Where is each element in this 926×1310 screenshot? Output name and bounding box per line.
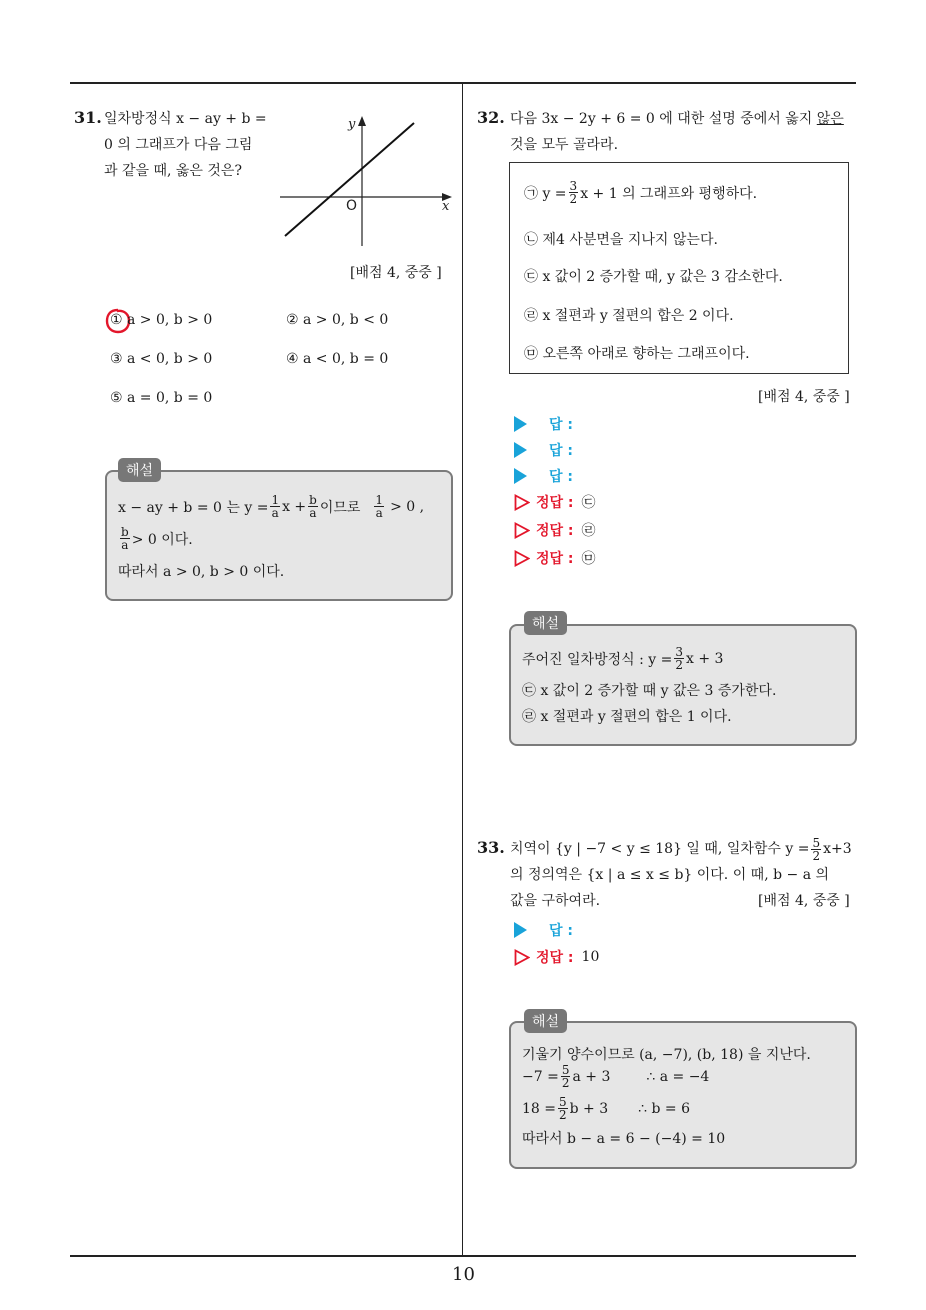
q32-stem-1a: 다음 3x − 2y + 6 = 0 에 대한 설명 중에서 옳지	[510, 111, 817, 127]
q31-sol-l1d: > 0 ,	[390, 498, 425, 515]
q31-choice-4[interactable]: ④ a < 0, b = 0	[286, 351, 389, 367]
q31-choice-5[interactable]: ⑤ a = 0, b = 0	[110, 390, 213, 406]
q31-sol-l1b: x +	[282, 498, 307, 515]
correct-label: 정답 :	[536, 495, 574, 511]
q31-choice-1[interactable]: ① a > 0, b > 0	[110, 312, 213, 328]
q31-choice-3[interactable]: ③ a < 0, b > 0	[110, 351, 213, 367]
q32-solution-tag: 해설	[524, 611, 567, 635]
q31-number: 31.	[74, 108, 102, 127]
q32-sol-l1-post: x + 3	[686, 650, 724, 667]
frac-den: 2	[675, 658, 683, 672]
page-number: 10	[452, 1264, 475, 1285]
q32-solution-line-2: ㉢ x 값이 2 증가할 때 y 값은 3 증가한다.	[522, 683, 777, 699]
q33-solution-line-1: 기울기 양수이므로 (a, −7), (b, 18) 을 지난다.	[522, 1047, 811, 1063]
q31-sol-l2: > 0 이다.	[131, 531, 193, 548]
q31-sol-frac-2	[308, 494, 318, 519]
q32-condition-2: ㉡ 제4 사분면을 지나지 않는다.	[524, 232, 718, 248]
q32-meta: [배점 4, 중중 ]	[758, 389, 850, 405]
q33-sol-frac-1	[561, 1064, 571, 1089]
q33-solution-tag: 해설	[524, 1009, 567, 1033]
frac-den: 2	[569, 192, 578, 206]
play-icon	[514, 922, 527, 938]
play-icon	[514, 468, 527, 484]
frac-num: 5	[812, 835, 821, 850]
play-icon	[514, 442, 527, 458]
q32-answer-row-3[interactable]	[514, 466, 573, 486]
q32-condition-3: ㉢ x 값이 2 증가할 때, y 값은 3 감소한다.	[524, 269, 783, 285]
q33-stem-frac	[811, 837, 821, 862]
correct-value: 10	[581, 949, 600, 965]
q33-solution-line-4: 따라서 b − a = 6 − (−4) = 10	[522, 1131, 726, 1147]
correct-label: 정답 :	[536, 950, 574, 966]
q33-answer-row[interactable]	[514, 920, 573, 940]
q32-correct-row-3	[514, 548, 596, 568]
y-axis-arrow-icon	[358, 116, 366, 126]
q31-solution-line-3: 따라서 a > 0, b > 0 이다.	[118, 564, 285, 580]
q31-sol-frac-1	[270, 494, 280, 519]
frac-den: 2	[559, 1108, 567, 1122]
q31-meta: [배점 4, 중중 ]	[350, 265, 442, 281]
q32-stem-line-1	[510, 106, 844, 132]
q31-graph	[276, 110, 456, 250]
correct-label: 정답 :	[536, 523, 574, 539]
answer-label: 답 :	[549, 469, 573, 485]
q33-sol-l3-post: b + 3	[569, 1100, 609, 1117]
q32-stem-line-2: 것을 모두 골라라.	[510, 137, 619, 153]
q33-stem-line-3: 값을 구하여라.	[510, 893, 601, 909]
correct-label: 정답 :	[536, 551, 574, 567]
q32-solution-line-3: ㉣ x 절편과 y 절편의 합은 1 이다.	[522, 709, 732, 725]
q33-stem-1-post: x+3	[823, 841, 852, 857]
q31-stem-line-1: 일차방정식 x − ay + b =	[104, 111, 267, 127]
q32-stem-underline: 않은	[816, 111, 844, 127]
play-icon	[514, 416, 527, 432]
frac-num: 5	[559, 1095, 567, 1109]
frac-den: 2	[561, 1076, 570, 1090]
q33-sol-l3-pre: 18 =	[522, 1100, 556, 1117]
origin-label: O	[346, 198, 358, 214]
q33-number: 33.	[477, 838, 505, 857]
x-axis-label: x	[442, 199, 450, 214]
frac-den: a	[121, 538, 129, 552]
cond-1-pre: ㉠ y =	[524, 185, 567, 202]
q32-sol-frac	[674, 646, 684, 671]
correct-value: ㉣	[581, 523, 596, 539]
q32-solution-line-1	[522, 646, 723, 671]
q32-number: 32.	[477, 108, 505, 127]
frac-num: 1	[375, 493, 384, 507]
frac-den: a	[375, 506, 383, 520]
correct-value: ㉤	[581, 551, 596, 567]
q31-solution-line-1	[118, 494, 424, 519]
frac-num: 3	[569, 179, 578, 193]
play-outline-icon	[514, 522, 530, 539]
q32-condition-1	[524, 180, 757, 205]
frac-num: 1	[271, 493, 280, 507]
q33-solution-line-3	[522, 1096, 690, 1121]
play-outline-icon	[514, 494, 530, 511]
answer-label: 답 :	[549, 923, 573, 939]
answer-label: 답 :	[549, 417, 573, 433]
answer-label: 답 :	[549, 443, 573, 459]
q33-sol-l2-pre: −7 =	[522, 1068, 559, 1085]
cond-1-post: x + 1 의 그래프와 평행하다.	[580, 185, 758, 202]
q33-correct-row	[514, 947, 599, 967]
top-rule	[70, 82, 856, 84]
q31-sol-l1c: 이므로	[319, 499, 361, 516]
q32-answer-row-1[interactable]	[514, 414, 573, 434]
q33-solution-line-2	[522, 1064, 709, 1089]
play-outline-icon	[514, 949, 530, 966]
q33-sol-l2-post: a + 3	[572, 1068, 611, 1085]
q32-condition-5: ㉤ 오른쪽 아래로 향하는 그래프이다.	[524, 346, 750, 362]
q32-condition-4: ㉣ x 절편과 y 절편의 합은 2 이다.	[524, 308, 734, 324]
q33-stem-line-2: 의 정의역은 {x | a ≤ x ≤ b} 이다. 이 때, b − a 의	[510, 867, 830, 883]
q32-correct-row-2	[514, 520, 596, 540]
q31-sol-l1a: x − ay + b = 0 는 y =	[118, 499, 269, 516]
q31-sol-frac-4	[120, 526, 130, 551]
q31-stem-line-3: 과 같을 때, 옳은 것은?	[104, 163, 242, 179]
frac-num: b	[309, 493, 317, 507]
bottom-rule	[70, 1255, 856, 1257]
frac-num: b	[121, 525, 129, 539]
q31-solution-tag: 해설	[118, 458, 161, 482]
q33-meta: [배점 4, 중중 ]	[758, 893, 850, 909]
frac-num: 5	[561, 1063, 570, 1077]
frac-num: 3	[675, 645, 683, 659]
q33-sol-l2-therefore: ∴ a = −4	[646, 1068, 710, 1085]
frac-den: 2	[812, 848, 821, 863]
q31-sol-frac-3	[374, 494, 384, 519]
q31-solution-line-2	[118, 526, 193, 551]
frac-den: a	[309, 506, 317, 520]
q32-correct-row-1	[514, 492, 596, 512]
correct-value: ㉢	[581, 495, 596, 511]
q32-sol-l1-pre: 주어진 일차방정식 : y =	[522, 651, 673, 668]
q32-answer-row-2[interactable]	[514, 440, 573, 460]
play-outline-icon	[514, 550, 530, 567]
q31-choice-2[interactable]: ② a > 0, b < 0	[286, 312, 389, 328]
q33-stem-line-1	[510, 836, 852, 862]
q31-stem-line-2: 0 의 그래프가 다음 그림	[104, 137, 253, 153]
graph-line	[285, 123, 414, 236]
frac-den: a	[271, 506, 279, 520]
y-axis-label: y	[348, 117, 356, 132]
cond-1-frac	[569, 180, 579, 205]
column-divider	[462, 84, 463, 1256]
q33-stem-1-pre: 치역이 {y | −7 < y ≤ 18} 일 때, 일차함수 y =	[510, 841, 810, 857]
q33-sol-frac-2	[558, 1096, 568, 1121]
q33-sol-l3-therefore: ∴ b = 6	[638, 1100, 690, 1117]
